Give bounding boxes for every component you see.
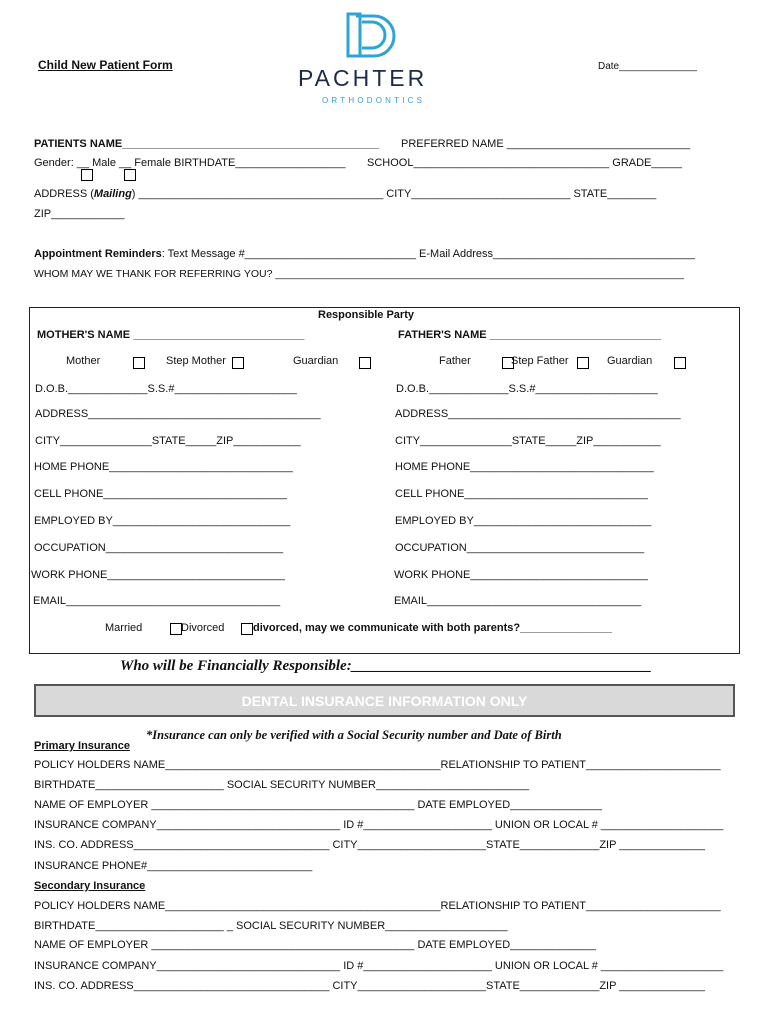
married-label: Married [105, 622, 143, 634]
father-option-label: Father [439, 355, 471, 367]
secondary-birthdate-ssn-field[interactable]: BIRTHDATE_____________________ _ SOCIAL SECURITY NUMBER____________________ [34, 920, 508, 932]
primary-insurance-title: Primary Insurance [34, 740, 130, 752]
mother-home-phone-field[interactable]: HOME PHONE______________________________ [34, 461, 293, 473]
preferred-name-field[interactable]: PREFERRED NAME ______________________________ [401, 138, 691, 150]
primary-employer-field[interactable]: NAME OF EMPLOYER ___________________________________________ DATE EMPLOYED_______________ [34, 799, 602, 811]
mother-guardian-option-label: Guardian [293, 355, 339, 367]
primary-insurance-phone-field[interactable]: INSURANCE PHONE#___________________________ [34, 860, 313, 872]
pachter-logo-icon [296, 10, 456, 60]
divorced-checkbox[interactable] [241, 623, 253, 635]
address-field[interactable] [34, 188, 656, 200]
father-dob-field[interactable]: D.O.B._____________S.S.#____________________ [396, 383, 658, 395]
reminders-rest: : Text Message #____________________________ E-Mail Address_________________________________ [161, 248, 695, 260]
female-checkbox[interactable] [124, 169, 136, 181]
mother-option-label: Mother [66, 355, 101, 367]
secondary-ins-address-field[interactable]: INS. CO. ADDRESS________________________________ CITY_____________________STATE_____________ZIP ______________ [34, 980, 705, 992]
mother-dob-field[interactable]: D.O.B._____________S.S.#____________________ [35, 383, 297, 395]
insurance-banner-text: DENTAL INSURANCE INFORMATION ONLY [241, 692, 528, 709]
father-city-field[interactable]: CITY_______________STATE_____ZIP___________ [395, 435, 661, 447]
father-guardian-option-label: Guardian [607, 355, 653, 367]
mailing-label: Mailing [93, 188, 132, 200]
primary-insurance-company-field[interactable]: INSURANCE COMPANY______________________________ ID #_____________________ UNION OR LOCAL # ____________________ [34, 819, 724, 831]
referral-field[interactable]: WHOM MAY WE THANK FOR REFERRING YOU? ______________________________________________________________________ [34, 268, 685, 280]
secondary-insurance-company-field[interactable]: INSURANCE COMPANY______________________________ ID #_____________________ UNION OR LOCAL # ____________________ [34, 960, 724, 972]
patient-name-label: PATIENTS NAME__________________________________________ [34, 138, 380, 150]
mother-checkbox[interactable] [133, 357, 145, 369]
school-grade-field[interactable]: SCHOOL________________________________ GRADE_____ [367, 157, 682, 169]
form-title: Child New Patient Form [38, 58, 173, 72]
address-label: ADDRESS ( [34, 188, 94, 200]
step-mother-option-label: Step Mother [166, 355, 226, 367]
mother-work-phone-field[interactable]: WORK PHONE_____________________________ [31, 569, 285, 581]
mother-cell-phone-field[interactable]: CELL PHONE______________________________ [34, 488, 287, 500]
responsible-party-title: Responsible Party [318, 309, 414, 321]
insurance-note: *Insurance can only be verified with a Social Security number and Date of Birth [146, 728, 562, 742]
secondary-insurance-title: Secondary Insurance [34, 880, 146, 892]
reminders-field[interactable] [34, 248, 695, 260]
father-name-field[interactable]: FATHER'S NAME ____________________________ [398, 329, 661, 341]
mother-occupation-field[interactable]: OCCUPATION_____________________________ [34, 542, 284, 554]
zip-field[interactable]: ZIP____________ [34, 208, 125, 220]
father-occupation-field[interactable]: OCCUPATION_____________________________ [395, 542, 645, 554]
father-guardian-checkbox[interactable] [674, 357, 686, 369]
reminders-label: Appointment Reminders [34, 248, 162, 260]
insurance-banner [34, 684, 735, 717]
primary-birthdate-ssn-field[interactable]: BIRTHDATE_____________________ SOCIAL SECURITY NUMBER_________________________ [34, 779, 529, 791]
mother-email-field[interactable]: EMAIL___________________________________ [33, 595, 281, 607]
secondary-employer-field[interactable]: NAME OF EMPLOYER ___________________________________________ DATE EMPLOYED______________ [34, 939, 596, 951]
father-home-phone-field[interactable]: HOME PHONE______________________________ [395, 461, 654, 473]
communicate-both-parents-field[interactable]: divorced, may we communicate with both parents?_______________ [253, 622, 612, 634]
step-mother-checkbox[interactable] [232, 357, 244, 369]
father-employer-field[interactable]: EMPLOYED BY_____________________________ [395, 515, 652, 527]
father-email-field[interactable]: EMAIL___________________________________ [394, 595, 642, 607]
mother-city-field[interactable]: CITY_______________STATE_____ZIP___________ [35, 435, 301, 447]
mother-name-field[interactable]: MOTHER'S NAME ____________________________ [37, 329, 305, 341]
primary-policy-holder-field[interactable]: POLICY HOLDERS NAME_____________________________________________RELATIONSHIP TO PATIENT______________________ [34, 759, 721, 771]
mother-employer-field[interactable]: EMPLOYED BY_____________________________ [34, 515, 291, 527]
primary-ins-address-field[interactable]: INS. CO. ADDRESS________________________________ CITY_____________________STATE_____________ZIP ______________ [34, 839, 705, 851]
father-address-field[interactable]: ADDRESS______________________________________ [395, 408, 681, 420]
male-checkbox[interactable] [81, 169, 93, 181]
mother-guardian-checkbox[interactable] [359, 357, 371, 369]
pachter-logo [296, 10, 456, 110]
gender-birthdate-field[interactable]: Gender: __ Male __ Female BIRTHDATE__________________ [34, 157, 346, 169]
divorced-label: Divorced [181, 622, 225, 634]
financial-responsible-field[interactable]: Who will be Financially Responsible:________________________________________ [120, 658, 652, 674]
step-father-checkbox[interactable] [577, 357, 589, 369]
logo-name: PACHTER [298, 65, 428, 91]
step-father-option-label: Step Father [511, 355, 569, 367]
father-cell-phone-field[interactable]: CELL PHONE______________________________ [395, 488, 648, 500]
secondary-policy-holder-field[interactable]: POLICY HOLDERS NAME_____________________________________________RELATIONSHIP TO PATIENT______________________ [34, 900, 721, 912]
date-field[interactable]: Date______________ [598, 61, 697, 72]
father-work-phone-field[interactable]: WORK PHONE_____________________________ [394, 569, 648, 581]
mother-address-field[interactable]: ADDRESS______________________________________ [35, 408, 321, 420]
address-rest: ) ________________________________________ CITY__________________________ STATE________ [131, 188, 657, 200]
patient-name-field[interactable] [34, 138, 379, 150]
logo-subtitle: ORTHODONTICS [322, 96, 426, 105]
